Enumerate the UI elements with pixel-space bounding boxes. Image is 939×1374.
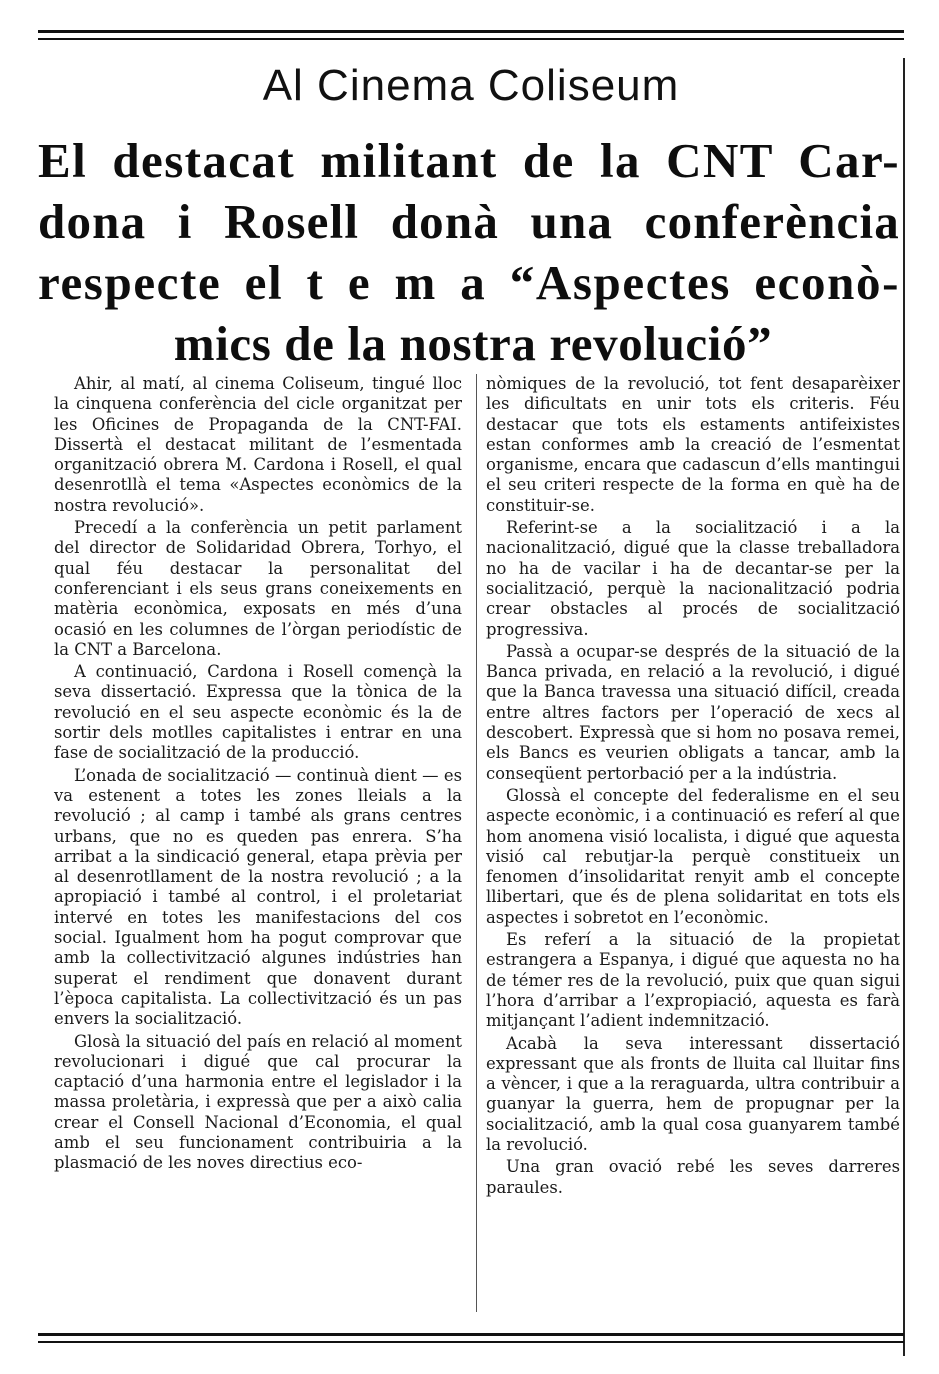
paragraph: Passà a ocupar-se després de la situació de la Banca privada, en relació a la revolució, i digué que la Banca travessa una situació difícil, creada entre altres factors per l’operació de xecs al descobert. Expressà que si hom no posava remei, els Bancs es veurien obligats a tancar, amb la conseqüent pertorbació per a la indústria. bbox=[486, 641, 900, 783]
paragraph: A continuació, Cardona i Rosell començà la seva dissertació. Expressa que la tònica de la revolució en el seu aspecte econòmic és la de sortir dels motlles capitalistes i entrar en una fase de socialització de la producció. bbox=[54, 662, 462, 763]
paragraph: Glossà el concepte del federalisme en el seu aspecte econòmic, i a continuació es referí al que hom anomena visió localista, i digué que aquesta visió cal rebutjar-la perquè constitueix un fenomen d’insolidaritat renyit amb el concepte llibertari, que és de plena solidaritat en tots els aspectes i sobretot en l’econòmic. bbox=[486, 785, 900, 927]
bottom-rule-thick bbox=[38, 1333, 904, 1336]
paragraph: L’onada de socialització — continuà dient — es va estenent a totes les zones lleials a la revolució ; al camp i també als grans centres urbans, que no es queden pas enrera. S’ha arribat a la sindicació general, etapa prèvia per al desenrotllament de la nostra revolució ; a la apropiació i també al control, i el proletariat intervé en totes les manifestacions del cos social. Igualment hom ha pogut comprovar que amb la collectivització algunes indústries han superat el rendiment que donavent durant l’època capitalista. La collectivització és un pas envers la socialització. bbox=[54, 765, 462, 1029]
paragraph: nòmiques de la revolució, tot fent desaparèixer les dificultats en unir tots els criteris. Féu destacar que tots els estaments antifeixistes estan conformes amb la creació de l’esmentat organisme, encara que cadascun d’ells mantingui el seu criteri respecte de la forma en què ha de constituir-se. bbox=[486, 374, 900, 515]
bottom-rule-thin bbox=[38, 1341, 904, 1343]
paragraph: Glosà la situació del país en relació al moment revolucionari i digué que cal procurar la captació d’una harmonia entre el legislador i la massa proletària, i expressà que per a això calia crear el Consell Nacional d’Economia, el qual amb el seu funcionament contribuiria a la plasmació de les noves directius eco- bbox=[54, 1031, 462, 1173]
headline bbox=[38, 130, 900, 374]
headline-line-4: mics de la nostra revolució” bbox=[173, 316, 773, 371]
column-divider bbox=[476, 374, 477, 1312]
headline-line-3: respecte el t e m a “Aspectes econò- bbox=[38, 255, 900, 310]
paragraph: Precedí a la conferència un petit parlament del director de Solidaridad Obrera, Torhyo, el qual féu destacar la personalitat del conferenciant i els seus grans coneixements en matèria econòmica, exposats en més d’una ocasió en les columnes de l’òrgan periodístic de la CNT a Barcelona. bbox=[54, 518, 462, 659]
top-rule-thin bbox=[38, 38, 904, 40]
paragraph: Referint-se a la socialització i a la nacionalització, digué que la classe treballadora no ha de vacilar i ha de decantar-se per la socialització, perquè la nacionalització podria crear obstacles al procés de socialització progressiva. bbox=[486, 518, 900, 639]
paragraph: Una gran ovació rebé les seves darreres paraules. bbox=[486, 1157, 900, 1197]
right-column-border bbox=[903, 58, 905, 1356]
paragraph: Acabà la seva interessant dissertació expressant que als fronts de lluita cal lluitar fins a vèncer, i que a la reraguarda, ultra contribuir a guanyar la guerra, hem de propugnar per la socialització, amb la qual cosa guanyarem també la revolució. bbox=[486, 1033, 900, 1154]
paragraph: Es referí a la situació de la propietat estrangera a Espanya, i digué que aquesta no ha de témer res de la revolució, puix que quan sigui l’hora d’arribar a l’expropiació, aquesta es farà mitjançant l’adient indemnització. bbox=[486, 930, 900, 1031]
top-rule-thick bbox=[38, 30, 904, 33]
article-column-left bbox=[54, 374, 462, 1176]
paragraph: Ahir, al matí, al cinema Coliseum, tingué lloc la cinquena conferència del cicle organitzat per les Oficines de Propaganda de la CNT-FAI. Dissertà el destacat militant de l’esmentada organització obrera M. Cardona i Rosell, el qual desenrotllà el tema «Aspectes econòmics de la nostra revolució». bbox=[54, 374, 462, 515]
article-column-right bbox=[486, 374, 900, 1200]
headline-line-1: El destacat militant de la CNT Car- bbox=[38, 133, 900, 188]
kicker-title: Al Cinema Coliseum bbox=[262, 61, 680, 110]
headline-line-2: dona i Rosell donà una conferència bbox=[38, 194, 900, 249]
